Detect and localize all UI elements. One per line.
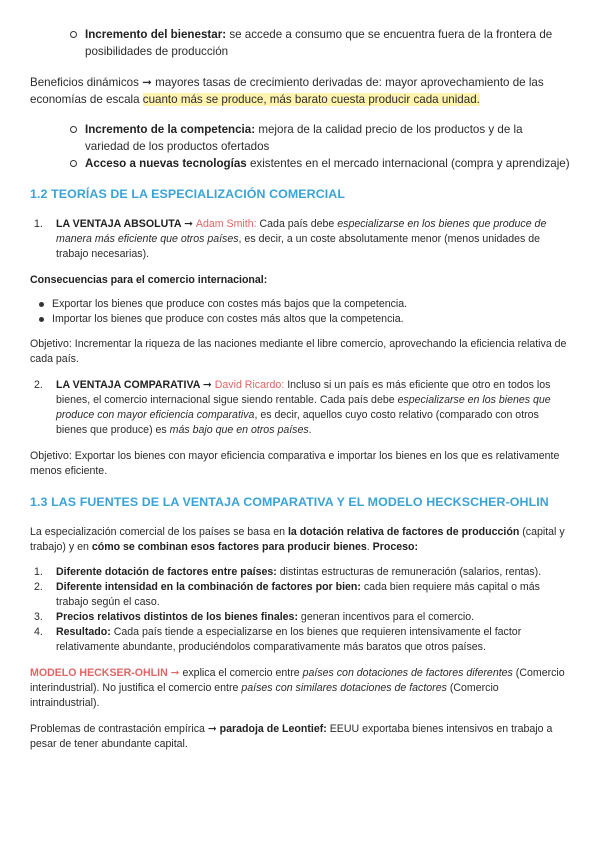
- numbered-item-absolute-advantage: 1. LA VENTAJA ABSOLUTA ➞ Adam Smith: Cada país debe especializarse en los bienes que produce de manera más eficiente que otros países, es decir, a un coste absolutamente menor (menos unidades de trabajo necesarias).: [34, 218, 547, 260]
- objective-paragraph: Objetivo: Exportar los bienes con mayor eficiencia comparativa e importar los bienes en los que es relativamente menos eficiente.: [30, 450, 560, 477]
- model-label: MODELO HECKSER-OHLIN ➞: [30, 667, 180, 679]
- process-steps-list: [30, 565, 570, 655]
- highlighted-text: cuanto más se produce, más barato cuesta producir cada unidad.: [142, 93, 480, 106]
- list-item: 2. Diferente intensidad en la combinación de factores por bien: cada bien requiere más capital o más trabajo según el caso.: [34, 581, 540, 608]
- list-item: Importar los bienes que produce con costes más altos que la competencia.: [38, 312, 570, 327]
- model-paragraph: MODELO HECKSER-OHLIN ➞ explica el comercio entre países con dotaciones de factores diferentes (Comercio interindustrial). No justifica el comercio entre países con similares dotaciones de factores (Comercio intraindustrial).: [30, 667, 565, 709]
- objective-paragraph: Objetivo: Incrementar la riqueza de las naciones mediante el libre comercio, aprovechando la eficiencia relativa de cada país.: [30, 338, 567, 365]
- list-item: Incremento de la competencia: mejora de la calidad precio de los productos y de la variedad de los productos ofertados: [70, 121, 570, 155]
- numbered-item-comparative-advantage: 2. LA VENTAJA COMPARATIVA ➞ David Ricardo: Incluso si un país es más eficiente que otro en todos los bienes, el comercio internacional sigue siendo rentable. Cada país debe especializarse en los bienes que produce con mayor eficiencia comparativa, es decir, aquellos cuyo costo relativo (comparado con otros bienes que produce) es más bajo que en otros países.: [34, 379, 551, 436]
- problems-paragraph: Problemas de contrastación empírica ➞ paradoja de Leontief: EEUU exportaba bienes intensivos en trabajo a pesar de tener abundante capital.: [30, 723, 553, 750]
- intro-paragraph: La especialización comercial de los países se basa en la dotación relativa de factores de producción (capital y trabajo) y en cómo se combinan esos factores para producir bienes. Proceso:: [30, 526, 565, 553]
- dynamic-bullet-list: [30, 121, 570, 172]
- list-item: Exportar los bienes que produce con costes más bajos que la competencia.: [38, 297, 570, 312]
- consequences-title: Consecuencias para el comercio internacional:: [30, 274, 268, 286]
- consequences-list: [30, 297, 570, 327]
- top-bullet-list: [30, 26, 570, 60]
- list-item: 1. Diferente dotación de factores entre países: distintas estructuras de remuneración (salarios, rentas).: [34, 566, 542, 578]
- list-item: 4. Resultado: Cada país tiende a especializarse en los bienes que requieren intensivamente el factor relativamente abundante, produciéndolos comparativamente más baratos que otros países.: [34, 626, 522, 653]
- list-item: 3. Precios relativos distintos de los bienes finales: generan incentivos para el comercio.: [34, 611, 475, 623]
- section-heading-1-3: 1.3 LAS FUENTES DE LA VENTAJA COMPARATIVA Y EL MODELO HECKSCHER-OHLIN: [30, 495, 549, 509]
- author-name: David Ricardo:: [214, 379, 285, 391]
- dynamic-benefits-paragraph: Beneficios dinámicos ➞ mayores tasas de crecimiento derivadas de: mayor aprovechamiento de las economías de escala cuanto más se produce, más barato cuesta producir cada unidad.: [30, 76, 544, 106]
- list-item: Incremento del bienestar: se accede a consumo que se encuentra fuera de la frontera de posibilidades de producción: [70, 26, 570, 60]
- section-heading-1-2: 1.2 TEORÍAS DE LA ESPECIALIZACIÓN COMERCIAL: [30, 187, 346, 201]
- author-name: Adam Smith:: [195, 218, 257, 230]
- list-item: Acceso a nuevas tecnologías existentes en el mercado internacional (compra y aprendizaje): [70, 155, 570, 172]
